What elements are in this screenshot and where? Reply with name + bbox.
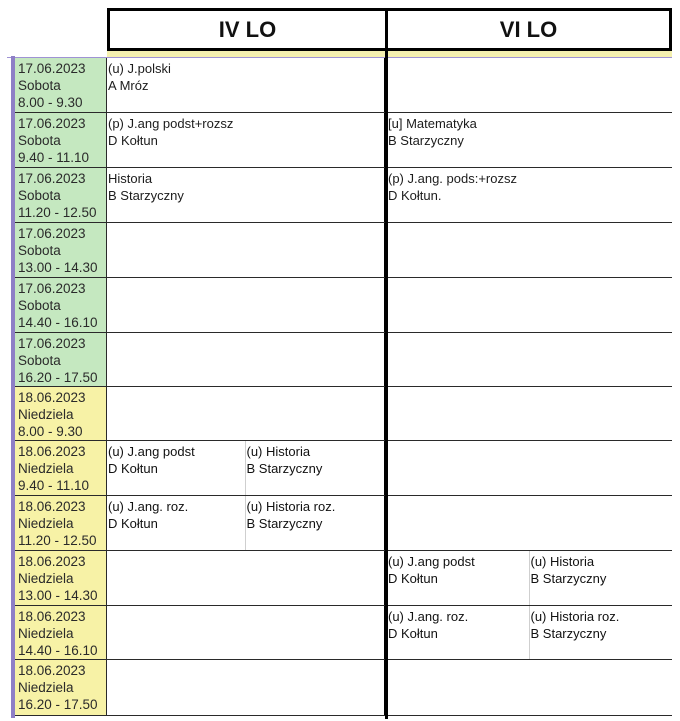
- day-text: Niedziela: [18, 626, 74, 641]
- time-text: 14.40 - 16.10: [18, 315, 98, 330]
- lesson-teacher: B Starzyczny: [108, 188, 184, 203]
- day-text: Sobota: [18, 298, 61, 313]
- time-text: 11.20 - 12.50: [18, 533, 97, 548]
- iv-lo-cell: [107, 58, 387, 112]
- day-text: Niedziela: [18, 516, 74, 531]
- date-text: 18.06.2023: [18, 390, 86, 405]
- date-cell: [15, 278, 107, 332]
- lesson-subject: (u) Historia roz.: [246, 499, 336, 514]
- day-text: Sobota: [18, 188, 61, 203]
- lesson-subject: (p) J.ang. pods:+rozsz: [388, 171, 517, 186]
- vi-lo-cell: [387, 333, 672, 386]
- date-cell: [15, 660, 107, 715]
- iv-lo-cell: [107, 278, 387, 332]
- lesson-teacher: D Kołtun: [108, 516, 158, 531]
- iv-lo-cell: [107, 496, 387, 550]
- lesson-cell: [107, 496, 246, 550]
- lesson-teacher: D Kołtun: [388, 571, 438, 586]
- date-text: 17.06.2023: [18, 281, 86, 296]
- lesson-cell: [107, 113, 233, 167]
- time-text: 13.00 - 14.30: [18, 588, 98, 603]
- time-text: 8.00 - 9.30: [18, 424, 83, 439]
- lesson-subject: (p) J.ang podst+rozsz: [108, 116, 234, 131]
- lesson-subject: (u) J.ang. roz.: [388, 609, 469, 624]
- lesson-teacher: B Starzyczny: [530, 626, 607, 641]
- lesson-subject: (u) J.ang. roz.: [108, 499, 189, 514]
- lesson-teacher: D Kołtun.: [388, 188, 442, 203]
- date-cell: [15, 333, 107, 386]
- day-text: Niedziela: [18, 680, 74, 695]
- time-text: 9.40 - 11.10: [18, 478, 90, 493]
- date-text: 17.06.2023: [18, 171, 86, 186]
- lesson-subject: (u) Historia: [530, 554, 595, 569]
- lesson-teacher: B Starzyczny: [246, 461, 323, 476]
- day-text: Sobota: [18, 243, 61, 258]
- date-text: 18.06.2023: [18, 444, 86, 459]
- lesson-cell: [530, 551, 673, 605]
- date-cell: [15, 113, 107, 167]
- lesson-teacher: B Starzyczny: [246, 516, 323, 531]
- time-text: 16.20 - 17.50: [18, 370, 98, 385]
- lesson-subject: (u) J.ang podst: [108, 444, 195, 459]
- date-text: 18.06.2023: [18, 499, 86, 514]
- time-text: 16.20 - 17.50: [18, 697, 98, 712]
- lesson-teacher: D Kołtun: [108, 461, 158, 476]
- table-row: [15, 223, 672, 278]
- table-row: [15, 441, 672, 496]
- vi-lo-cell: [387, 168, 672, 222]
- lesson-teacher: B Starzyczny: [530, 571, 607, 586]
- day-text: Sobota: [18, 133, 61, 148]
- table-row: [15, 606, 672, 660]
- table-row: [15, 387, 672, 441]
- lesson-cell: [387, 551, 530, 605]
- date-text: 17.06.2023: [18, 226, 86, 241]
- table-row: [15, 113, 672, 168]
- lesson-teacher: D Kołtun: [108, 133, 158, 148]
- day-text: Niedziela: [18, 571, 74, 586]
- lesson-cell: [107, 168, 184, 222]
- date-text: 17.06.2023: [18, 61, 86, 76]
- time-text: 13.00 - 14.30: [18, 260, 98, 275]
- iv-lo-cell: [107, 387, 387, 440]
- vi-lo-cell: [387, 441, 672, 495]
- date-text: 18.06.2023: [18, 609, 86, 624]
- date-text: 17.06.2023: [18, 116, 86, 131]
- lesson-subject: [u] Matematyka: [388, 116, 477, 131]
- table-row: [15, 660, 672, 716]
- vi-lo-cell: [387, 113, 672, 167]
- date-text: 18.06.2023: [18, 663, 86, 678]
- time-text: 14.40 - 16.10: [18, 643, 98, 658]
- lesson-cell: [107, 441, 246, 495]
- vi-lo-cell: [387, 278, 672, 332]
- vi-lo-cell: [387, 58, 672, 112]
- date-cell: [15, 58, 107, 112]
- vi-lo-cell: [387, 387, 672, 440]
- date-cell: [15, 387, 107, 440]
- table-row: [15, 333, 672, 387]
- date-cell: [15, 551, 107, 605]
- lesson-cell: [530, 606, 673, 659]
- iv-lo-cell: [107, 551, 387, 605]
- lesson-cell: [387, 168, 517, 222]
- day-text: Niedziela: [18, 407, 74, 422]
- day-text: Sobota: [18, 78, 61, 93]
- lesson-subject: (u) J.polski: [108, 61, 171, 76]
- vi-lo-cell: [387, 223, 672, 277]
- lesson-subject: (u) Historia: [246, 444, 311, 459]
- time-text: 9.40 - 11.10: [18, 150, 90, 165]
- date-text: 17.06.2023: [18, 336, 86, 351]
- lesson-cell: [387, 113, 477, 167]
- table-row: [15, 496, 672, 551]
- lesson-teacher: B Starzyczny: [388, 133, 464, 148]
- lesson-cell: [107, 58, 171, 112]
- lesson-cell: [246, 441, 385, 495]
- table-row: [15, 168, 672, 223]
- iv-lo-cell: [107, 441, 387, 495]
- vi-lo-cell: [387, 551, 672, 605]
- lesson-subject: Historia: [108, 171, 153, 186]
- table-row: [15, 58, 672, 113]
- date-cell: [15, 223, 107, 277]
- date-cell: [15, 496, 107, 550]
- table-row: [15, 551, 672, 606]
- iv-lo-cell: [107, 606, 387, 659]
- time-text: 8.00 - 9.30: [18, 95, 83, 110]
- column-divider: [385, 8, 388, 719]
- lesson-teacher: A Mróz: [108, 78, 149, 93]
- time-text: 11.20 - 12.50: [18, 205, 97, 220]
- date-cell: [15, 606, 107, 659]
- iv-lo-cell: [107, 333, 387, 386]
- iv-lo-cell: [107, 168, 387, 222]
- lesson-cell: [246, 496, 385, 550]
- date-cell: [15, 441, 107, 495]
- table-row: [15, 278, 672, 333]
- header-iv-lo: IV LO: [107, 8, 388, 51]
- lesson-subject: (u) J.ang podst: [388, 554, 475, 569]
- vi-lo-cell: [387, 496, 672, 550]
- lesson-subject: (u) Historia roz.: [530, 609, 620, 624]
- header-vi-lo: VI LO: [385, 8, 672, 51]
- date-text: 18.06.2023: [18, 554, 86, 569]
- iv-lo-cell: [107, 113, 387, 167]
- vi-lo-cell: [387, 606, 672, 659]
- lesson-teacher: D Kołtun: [388, 626, 438, 641]
- vi-lo-cell: [387, 660, 672, 715]
- day-text: Sobota: [18, 353, 61, 368]
- day-text: Niedziela: [18, 461, 74, 476]
- date-cell: [15, 168, 107, 222]
- iv-lo-cell: [107, 223, 387, 277]
- iv-lo-cell: [107, 660, 387, 715]
- lesson-cell: [387, 606, 530, 659]
